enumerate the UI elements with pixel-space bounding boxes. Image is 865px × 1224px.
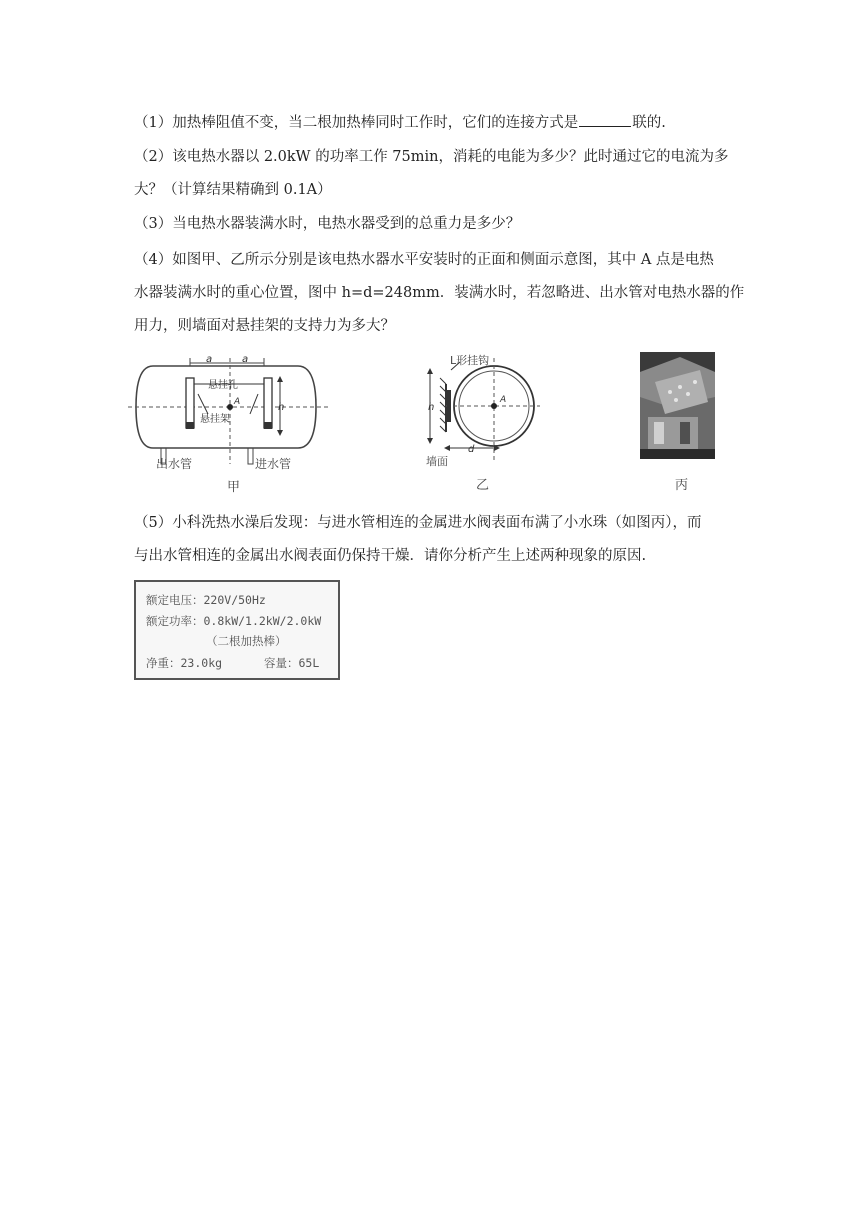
wall-label: 墙面 [426,455,448,468]
point-a-front: A [234,397,241,407]
figure-bing-photo [640,352,715,459]
spec-voltage: 额定电压：220V/50Hz [146,593,266,607]
question-1-text: （1）加热棒阻值不变，当二根加热棒同时工作时，它们的连接方式是 [134,115,579,131]
spec-power: 额定功率：0.8kW/1.2kW/2.0kW [146,614,322,628]
question-2-line-1: （2）该电热水器以 2.0kW 的功率工作 75min，消耗的电能为多少？此时通过它的电流为多 [134,149,729,165]
figure-yi-caption: 乙 [476,478,490,493]
spec-rods: （二根加热棒） [206,634,287,648]
dim-a-right: a [242,354,249,365]
spec-weight: 净重：23.0kg [146,656,223,670]
nameplate-spec-table [134,580,340,680]
question-3: （3）当电热水器装满水时，电热水器受到的总重力是多少？ [134,216,521,232]
answer-blank[interactable] [579,112,631,127]
question-5-line-2: 与出水管相连的金属出水阀表面仍保持干燥．请你分析产生上述两种现象的原因. [134,548,647,564]
figure-jia-front-view [128,352,328,470]
dim-h-side: h [428,402,435,413]
figure-jia-caption: 甲 [227,480,241,495]
l-hook-label: L形挂钩 [450,354,490,367]
figure-bing-caption: 丙 [675,478,689,493]
dim-d-side: d [468,444,475,455]
question-4-line-3: 用力，则墙面对悬挂架的支持力为多大？ [134,318,395,334]
question-4-line-2: 水器装满水时的重心位置，图中 h=d=248mm．装满水时，若忽略进、出水管对电热水器的作 [134,285,745,301]
dim-a-left: a [206,354,213,365]
point-a-side: A [500,395,507,405]
question-5-line-1: （5）小科洗热水澡后发现：与进水管相连的金属进水阀表面布满了小水珠（如图丙），而 [134,515,702,531]
outlet-pipe-label: 出水管 [156,457,193,471]
inlet-pipe-label: 进水管 [255,457,292,471]
question-1 [134,112,666,133]
question-4-line-1: （4）如图甲、乙所示分别是该电热水器水平安装时的正面和侧面示意图，其中 A 点是电热 [134,252,714,268]
figure-yi-side-view [420,352,545,467]
spec-capacity: 容量：65L [264,656,320,670]
question-2-line-2: 大？（计算结果精确到 0.1A） [134,182,332,198]
question-1-suffix: 联的. [632,115,666,131]
hanging-hole-label: 悬挂孔 [208,380,238,391]
bracket-label: 悬挂架 [200,414,230,425]
dim-h-front: h [278,402,285,413]
